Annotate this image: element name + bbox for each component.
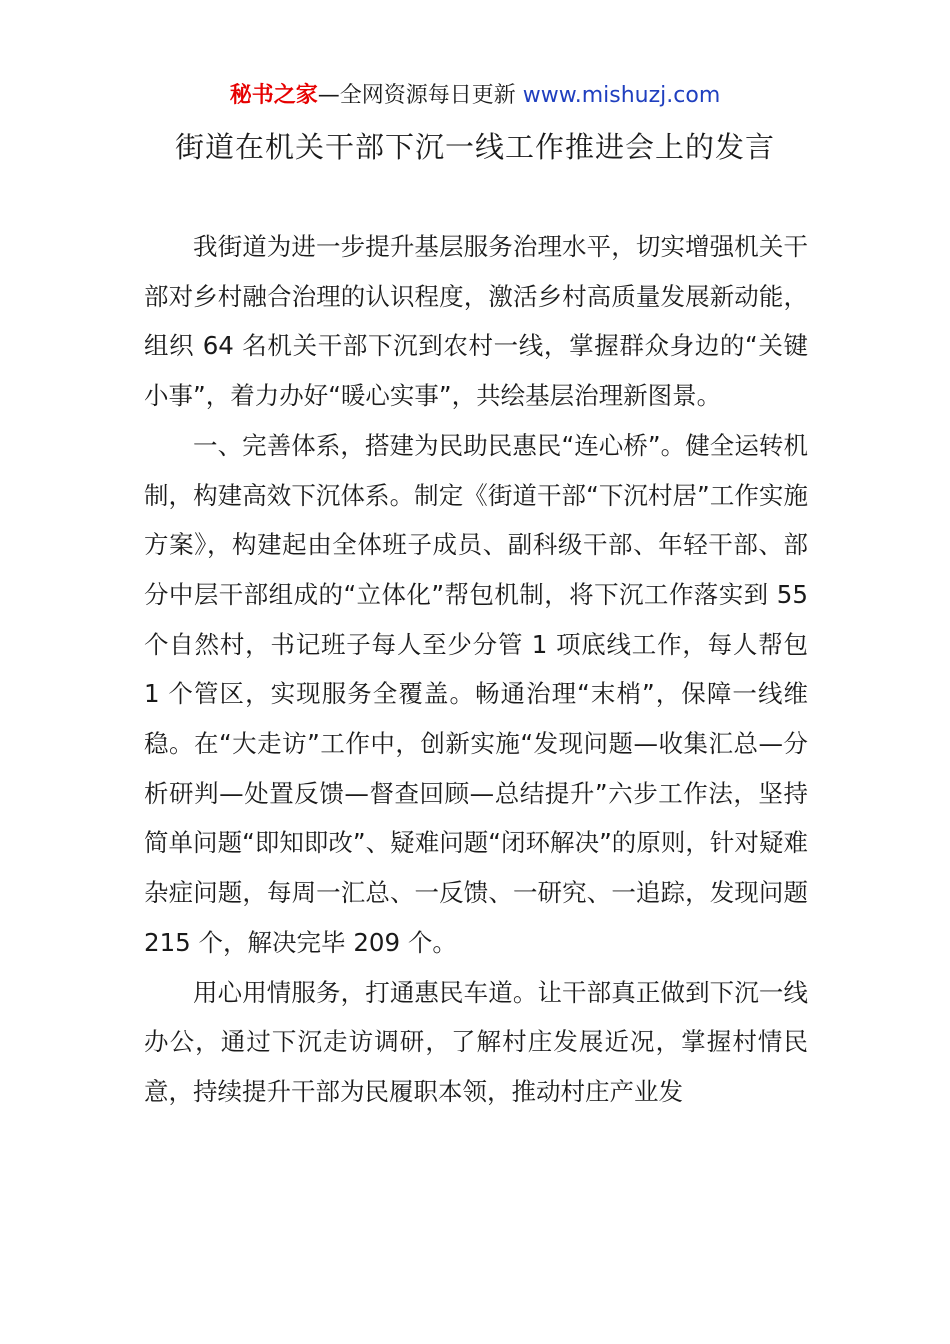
paragraph-intro: 我街道为进一步提升基层服务治理水平，切实增强机关干部对乡村融合治理的认识程度，激活乡村高质量发展新动能，组织 64 名机关干部下沉到农村一线，掌握群众身边的“关键小事”，着力办好“暖心实事”，共绘基层治理新图景。: [144, 232, 808, 411]
header-slogan: —全网资源每日更新: [317, 83, 516, 108]
document-body: [144, 222, 808, 1117]
document-title: 街道在机关干部下沉一线工作推进会上的发言: [174, 130, 775, 164]
site-header: [0, 80, 950, 112]
paragraph-service: 用心用情服务，打通惠民车道。让干部真正做到下沉一线办公，通过下沉走访调研，了解村庄发展近况，掌握村情民意，持续提升干部为民履职本领，推动村庄产业发: [144, 977, 808, 1106]
site-url-link[interactable]: www.mishuzj.com: [522, 83, 721, 108]
brand-name: 秘书之家: [229, 83, 318, 108]
paragraph-section-one: 一、完善体系，搭建为民助民惠民“连心桥”。健全运转机制，构建高效下沉体系。制定《街道干部“下沉村居”工作实施方案》，构建起由全体班子成员、副科级干部、年轻干部、部分中层干部组成的“立体化”帮包机制，将下沉工作落实到 55 个自然村，书记班子每人至少分管 1 项底线工作，每人帮包 1 个管区，实现服务全覆盖。畅通治理“末梢”，保障一线维稳。在“大走访”工作中，创新实施“发现问题—收集汇总—分析研判—处置反馈—督查回顾—总结提升”六步工作法，坚持简单问题“即知即改”、疑难问题“闭环解决”的原则，针对疑难杂症问题，每周一汇总、一反馈、一研究、一追踪，发现问题 215 个，解决完毕 209 个。: [144, 430, 808, 957]
